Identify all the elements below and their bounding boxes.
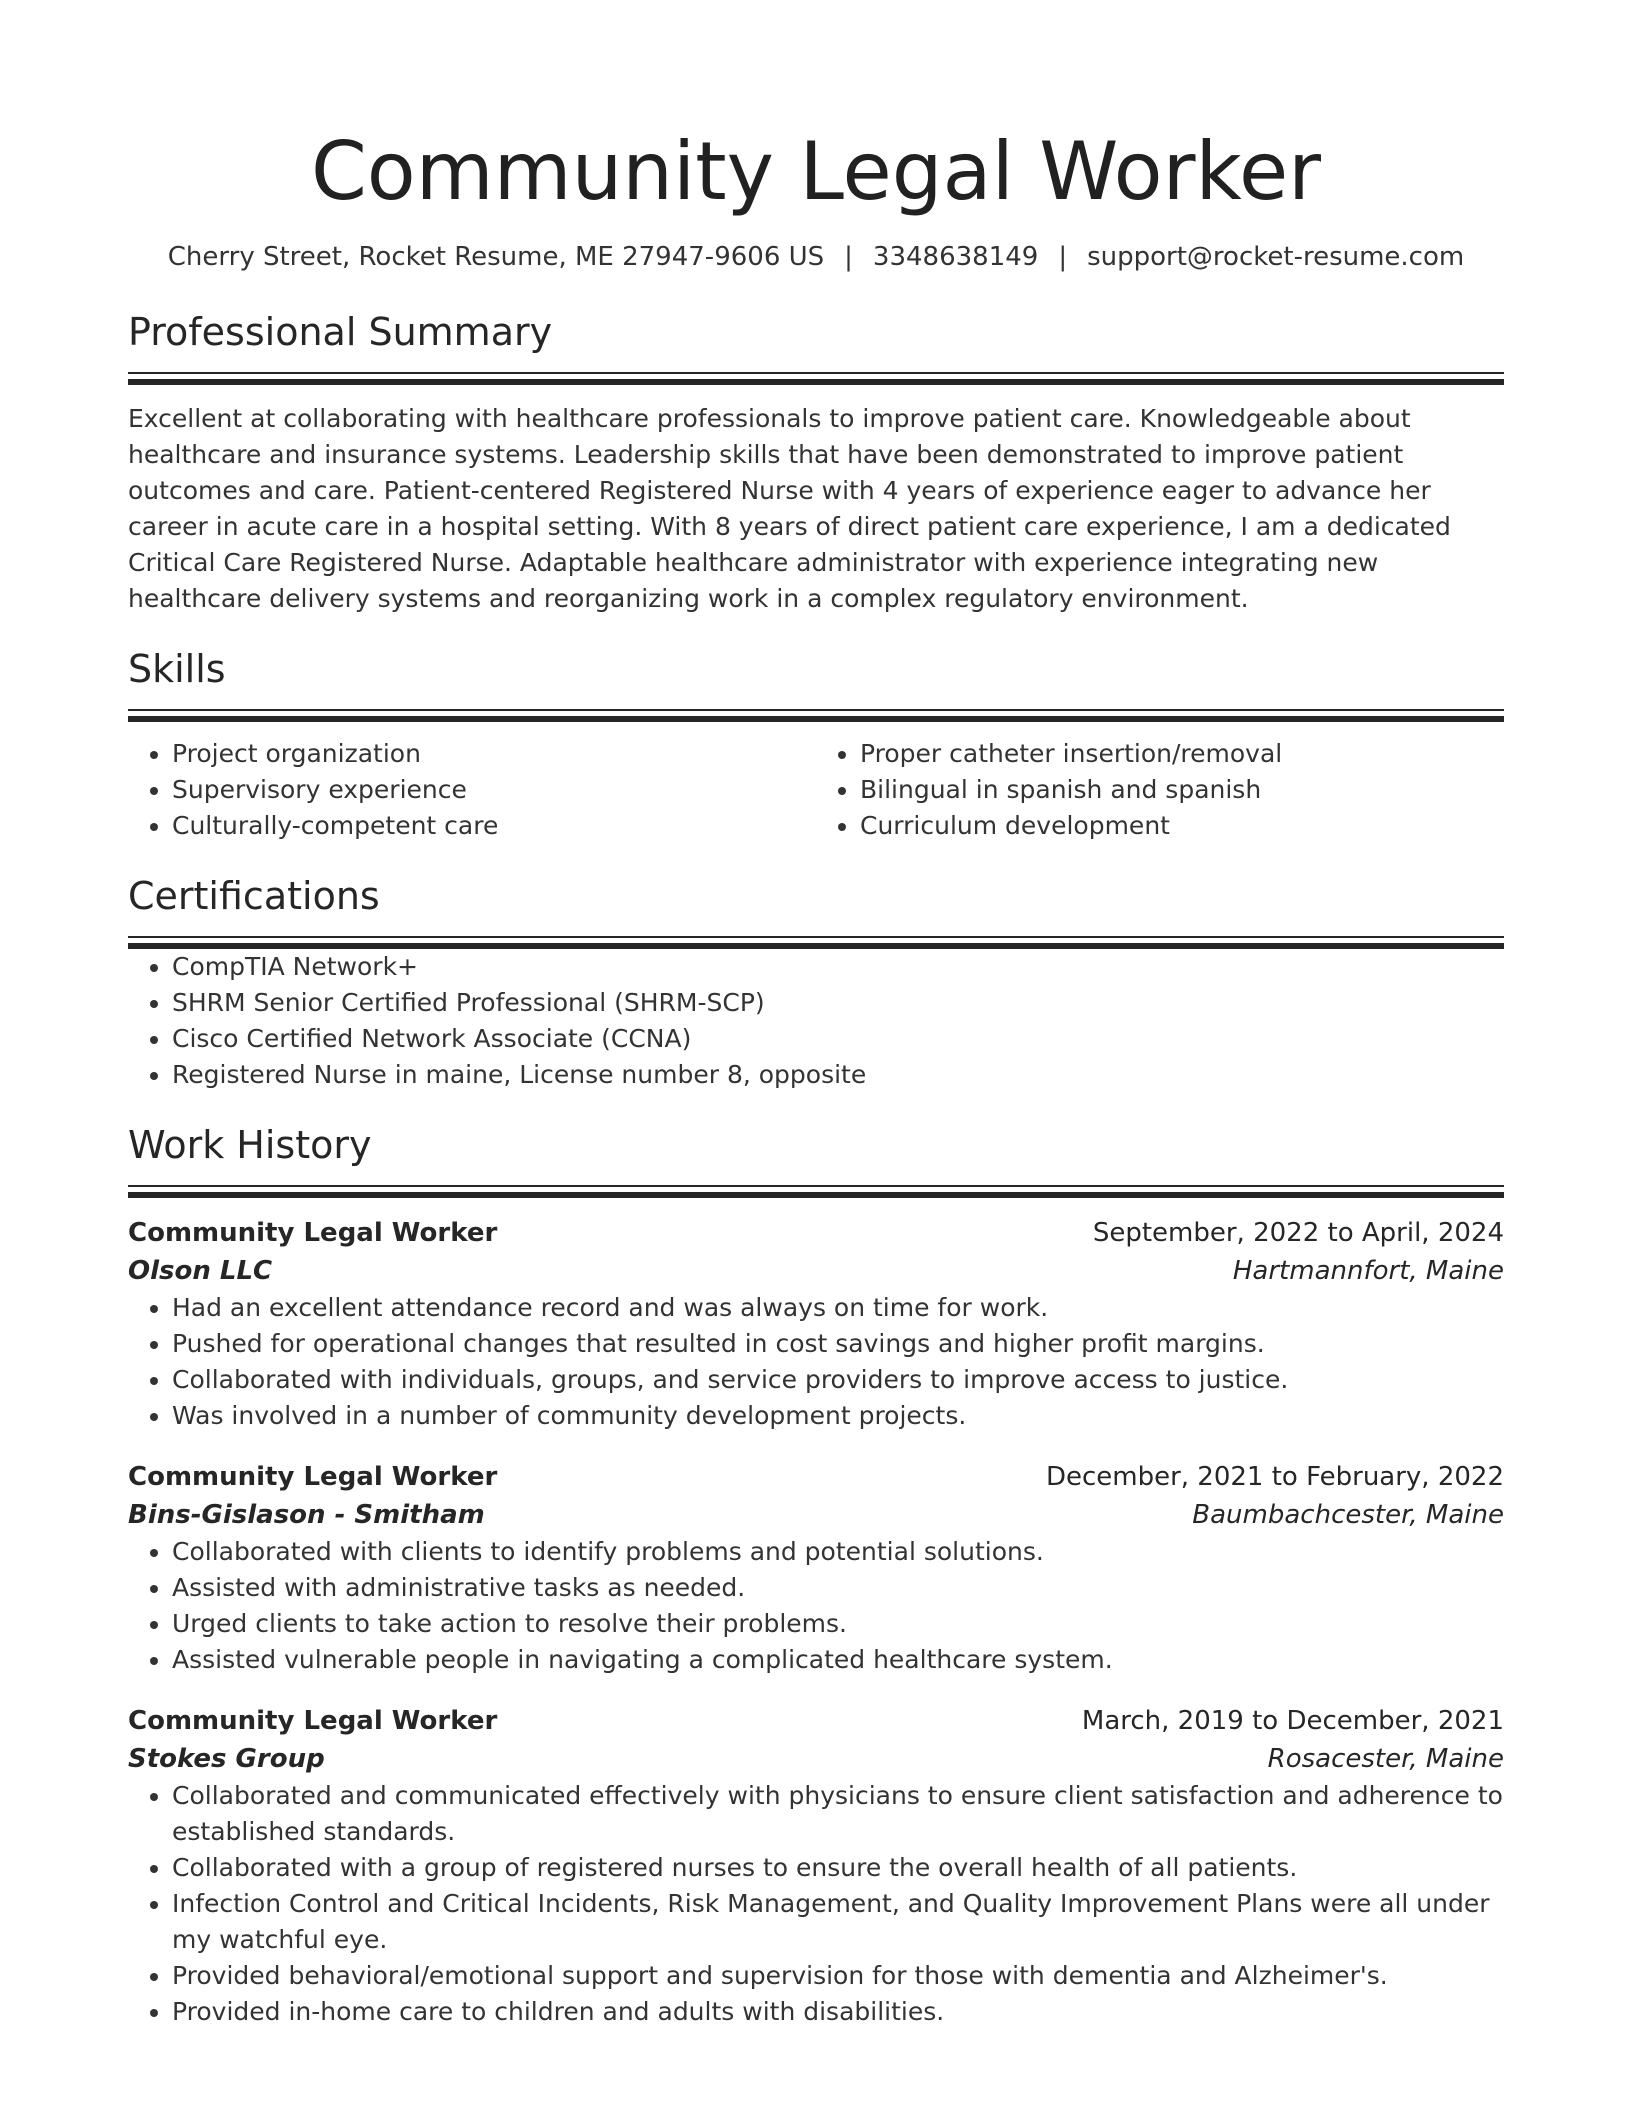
section-title-certifications: Certifications bbox=[128, 874, 380, 918]
job-dates: September, 2022 to April, 2024 bbox=[1092, 1218, 1504, 1248]
job-bullet: • Assisted vulnerable people in navigating a complicated healthcare system. bbox=[172, 1642, 1504, 1678]
job-bullet: • Pushed for operational changes that resulted in cost savings and higher profit margins. bbox=[172, 1326, 1504, 1362]
contact-phone: 3348638149 bbox=[872, 242, 1039, 272]
job-bullet: • Infection Control and Critical Incidents, Risk Management, and Quality Improvement Plans were all under my watchful eye. bbox=[172, 1886, 1504, 1958]
job-location: Rosacester, Maine bbox=[1267, 1744, 1504, 1774]
contact-line bbox=[128, 240, 1504, 274]
certification-item: • Cisco Certified Network Associate (CCNA) bbox=[172, 1021, 1504, 1057]
work-history-section bbox=[128, 1121, 1504, 2030]
certifications-list bbox=[128, 949, 1504, 1093]
job-bullet: • Urged clients to take action to resolve their problems. bbox=[172, 1606, 1504, 1642]
job-subheader bbox=[128, 1252, 1504, 1290]
job-header bbox=[128, 1214, 1504, 1252]
job-location: Hartmannfort, Maine bbox=[1232, 1256, 1504, 1286]
job-bullet: • Had an excellent attendance record and was always on time for work. bbox=[172, 1290, 1504, 1326]
summary-text: Excellent at collaborating with healthcare professionals to improve patient care. Knowledgeable about healthcare and insurance systems. Leadership skills that have been demonstrated to improve patient outcomes and care. Patient-centered Registered Nurse with 4 years of experience eager to advance her career in acute care in a hospital setting. With 8 years of direct patient care experience, I am a dedicated Critical Care Registered Nurse. Adaptable healthcare administrator with experience integrating new healthcare delivery systems and reorganizing work in a complex regulatory environment. bbox=[128, 404, 1451, 613]
job-location: Baumbachcester, Maine bbox=[1192, 1500, 1504, 1530]
job-subheader bbox=[128, 1496, 1504, 1534]
skill-item: • Proper catheter insertion/removal bbox=[860, 736, 1504, 772]
section-rule bbox=[128, 1185, 1504, 1187]
job-company: Stokes Group bbox=[128, 1744, 325, 1774]
section-title-work-history: Work History bbox=[128, 1123, 372, 1167]
skills-columns bbox=[128, 736, 1504, 844]
section-title-skills: Skills bbox=[128, 647, 226, 691]
job-bullet: • Provided behavioral/emotional support and supervision for those with dementia and Alzheimer's. bbox=[172, 1958, 1504, 1994]
section-rule bbox=[128, 936, 1504, 938]
job-entry bbox=[128, 1214, 1504, 1434]
certification-item: • SHRM Senior Certified Professional (SHRM-SCP) bbox=[172, 985, 1504, 1021]
section-title-summary: Professional Summary bbox=[128, 310, 553, 354]
job-subheader bbox=[128, 1740, 1504, 1778]
job-entry bbox=[128, 1702, 1504, 2030]
certifications-section bbox=[128, 872, 1504, 1093]
contact-separator: | bbox=[1058, 242, 1068, 272]
section-rule-thick bbox=[128, 1192, 1504, 1198]
section-rule bbox=[128, 709, 1504, 711]
section-rule-thick bbox=[128, 716, 1504, 722]
job-bullet: • Assisted with administrative tasks as needed. bbox=[172, 1570, 1504, 1606]
job-bullet: • Provided in-home care to children and adults with disabilities. bbox=[172, 1994, 1504, 2030]
job-company: Bins-Gislason - Smitham bbox=[128, 1500, 485, 1530]
skill-item: • Bilingual in spanish and spanish bbox=[860, 772, 1504, 808]
job-bullets bbox=[128, 1290, 1504, 1434]
contact-separator: | bbox=[844, 242, 853, 272]
certification-item: • CompTIA Network+ bbox=[172, 949, 1504, 985]
job-dates: March, 2019 to December, 2021 bbox=[1081, 1706, 1504, 1736]
skill-item: • Culturally-competent care bbox=[172, 808, 816, 844]
job-title: Community Legal Worker bbox=[128, 1706, 498, 1736]
job-bullets bbox=[128, 1534, 1504, 1678]
skill-item: • Supervisory experience bbox=[172, 772, 816, 808]
job-header bbox=[128, 1458, 1504, 1496]
job-bullets bbox=[128, 1778, 1504, 2030]
job-bullet: • Collaborated and communicated effectively with physicians to ensure client satisfaction and adherence to established standards. bbox=[172, 1778, 1504, 1850]
skills-column-right bbox=[816, 736, 1504, 844]
job-company: Olson LLC bbox=[128, 1256, 273, 1286]
skill-item: • Project organization bbox=[172, 736, 816, 772]
job-bullet: • Collaborated with individuals, groups, and service providers to improve access to justice. bbox=[172, 1362, 1504, 1398]
job-bullet: • Was involved in a number of community development projects. bbox=[172, 1398, 1504, 1434]
job-entry bbox=[128, 1458, 1504, 1678]
job-header bbox=[128, 1702, 1504, 1740]
contact-address: Cherry Street, Rocket Resume, ME 27947-9606 US bbox=[167, 242, 825, 272]
job-title: Community Legal Worker bbox=[128, 1218, 498, 1248]
skills-section bbox=[128, 645, 1504, 844]
job-bullet: • Collaborated with a group of registered nurses to ensure the overall health of all patients. bbox=[172, 1850, 1504, 1886]
contact-email: support@rocket-resume.com bbox=[1087, 242, 1465, 272]
job-bullet: • Collaborated with clients to identify problems and potential solutions. bbox=[172, 1534, 1504, 1570]
resume-name: Community Legal Worker bbox=[310, 125, 1322, 218]
certification-item: • Registered Nurse in maine, License number 8, opposite bbox=[172, 1057, 1504, 1093]
skills-column-left bbox=[128, 736, 816, 844]
section-rule bbox=[128, 372, 1504, 374]
skill-item: • Curriculum development bbox=[860, 808, 1504, 844]
job-dates: December, 2021 to February, 2022 bbox=[1045, 1462, 1504, 1492]
job-title: Community Legal Worker bbox=[128, 1462, 498, 1492]
summary-section bbox=[128, 308, 1504, 617]
section-rule-thick bbox=[128, 379, 1504, 385]
